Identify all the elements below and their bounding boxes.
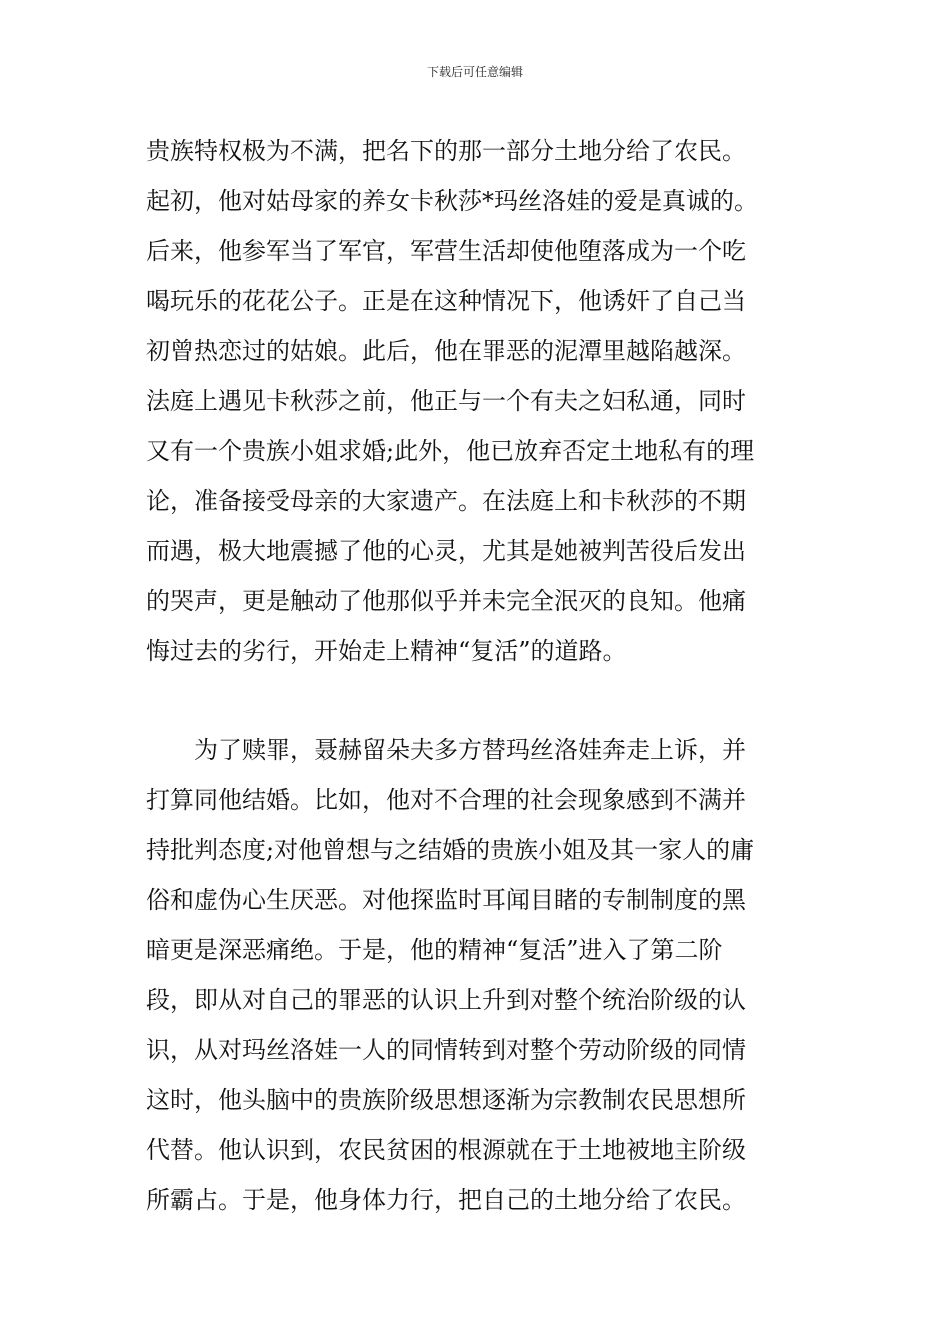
paragraph-2-line: 为了赎罪，聂赫留朵夫多方替玛丝洛娃奔走上诉，并 (194, 736, 746, 764)
paragraph-2-line: 俗和虚伪心生厌恶。对他探监时耳闻目睹的专制制度的黑 (146, 886, 746, 914)
paragraph-1-line: 起初，他对姑母家的养女卡秋莎*玛丝洛娃的爱是真诚的。 (146, 187, 758, 215)
paragraph-1-line: 又有一个贵族小姐求婚;此外，他已放弃否定土地私有的理 (146, 437, 755, 465)
paragraph-2-line: 识，从对玛丝洛娃一人的同情转到对整个劳动阶级的同情 (146, 1036, 746, 1064)
paragraph-2-line: 暗更是深恶痛绝。于是，他的精神“复活”进入了第二阶 (146, 936, 723, 964)
paragraph-2-line: 所霸占。于是，他身体力行，把自己的土地分给了农民。 (146, 1186, 746, 1214)
paragraph-2-line: 这时，他头脑中的贵族阶级思想逐渐为宗教制农民思想所 (146, 1086, 746, 1114)
paragraph-1-line: 后来，他参军当了军官，军营生活却使他堕落成为一个吃 (146, 237, 746, 265)
paragraph-2-line: 代替。他认识到，农民贫困的根源就在于土地被地主阶级 (146, 1136, 746, 1164)
page-header: 下载后可任意编辑 (426, 65, 523, 79)
paragraph-1-line: 悔过去的劣行，开始走上精神“复活”的道路。 (146, 637, 627, 665)
paragraph-1-line: 论，准备接受母亲的大家遗产。在法庭上和卡秋莎的不期 (146, 487, 746, 515)
paragraph-2-line: 打算同他结婚。比如，他对不合理的社会现象感到不满并 (146, 786, 746, 814)
paragraph-1-line: 而遇，极大地震撼了他的心灵，尤其是她被判苦役后发出 (146, 537, 746, 565)
paragraph-1-line: 初曾热恋过的姑娘。此后，他在罪恶的泥潭里越陷越深。 (146, 337, 746, 365)
paragraph-1-line: 喝玩乐的花花公子。正是在这种情况下，他诱奸了自己当 (146, 287, 746, 315)
paragraph-1-line: 贵族特权极为不满，把名下的那一部分土地分给了农民。 (146, 137, 746, 165)
paragraph-1-line: 法庭上遇见卡秋莎之前，他正与一个有夫之妇私通，同时 (146, 387, 746, 415)
paragraph-1-line: 的哭声，更是触动了他那似乎并未完全泯灭的良知。他痛 (146, 587, 746, 615)
paragraph-2-line: 段，即从对自己的罪恶的认识上升到对整个统治阶级的认 (146, 986, 746, 1014)
paragraph-2-line: 持批判态度;对他曾想与之结婚的贵族小姐及其一家人的庸 (146, 836, 755, 864)
